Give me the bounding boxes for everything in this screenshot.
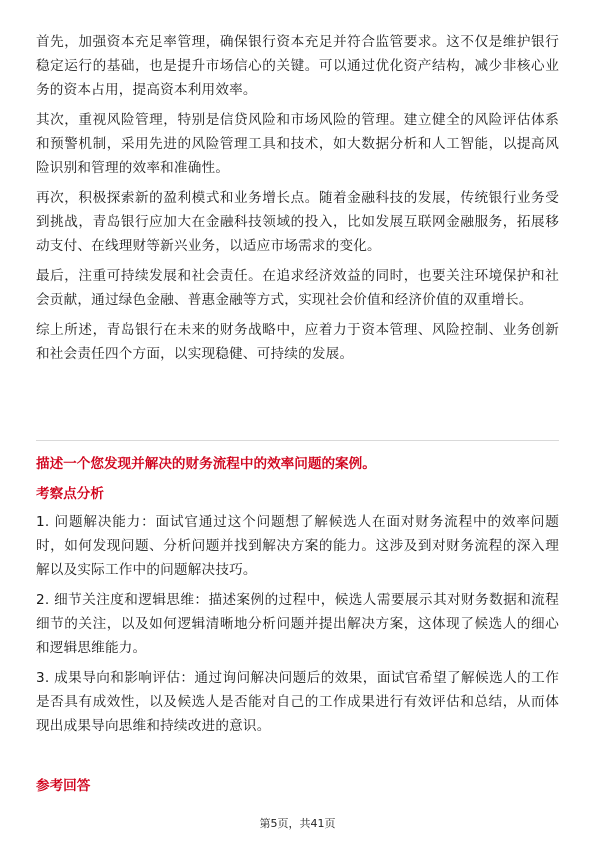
analysis-heading: 考察点分析: [36, 486, 104, 502]
section-divider: [36, 440, 559, 441]
body-text: [36, 30, 559, 372]
analysis-point: 2. 细节关注度和逻辑思维：描述案例的过程中，候选人需要展示其对财务数据和流程细节的关注，以及如何逻辑清晰地分析问题并提出解决方案，这体现了候选人的细心和逻辑思维能力。: [36, 592, 559, 656]
analysis-point: 3. 成果导向和影响评估：通过询问解决问题后的效果，面试官希望了解候选人的工作是否具有成效性，以及候选人是否能对自己的工作成果进行有效评估和总结，从而体现出成果导向思维和持续改进的意识。: [36, 670, 559, 734]
paragraph: 首先，加强资本充足率管理，确保银行资本充足并符合监管要求。这不仅是维护银行稳定运行的基础，也是提升市场信心的关键。可以通过优化资产结构，减少非核心业务的资本占用，提高资本利用效率。: [36, 34, 559, 98]
paragraph: 最后，注重可持续发展和社会责任。在追求经济效益的同时，也要关注环境保护和社会贡献，通过绿色金融、普惠金融等方式，实现社会价值和经济价值的双重增长。: [36, 268, 559, 308]
paragraph: 综上所述，青岛银行在未来的财务战略中，应着力于资本管理、风险控制、业务创新和社会责任四个方面，以实现稳健、可持续的发展。: [36, 322, 559, 362]
paragraph: 其次，重视风险管理，特别是信贷风险和市场风险的管理。建立健全的风险评估体系和预警机制，采用先进的风险管理工具和技术，如大数据分析和人工智能，以提高风险识别和管理的效率和准确性。: [36, 112, 559, 176]
question-title: 描述一个您发现并解决的财务流程中的效率问题的案例。: [36, 456, 376, 472]
page-number: 第5页，共41页: [259, 817, 336, 830]
paragraph: 再次，积极探索新的盈利模式和业务增长点。随着金融科技的发展，传统银行业务受到挑战，青岛银行应加大在金融科技领域的投入，比如发展互联网金融服务，拓展移动支付、在线理财等新兴业务，以适应市场需求的变化。: [36, 190, 559, 254]
question-section: [36, 452, 559, 744]
analysis-point: 1. 问题解决能力：面试官通过这个问题想了解候选人在面对财务流程中的效率问题时，如何发现问题、分析问题并找到解决方案的能力。这涉及到对财务流程的深入理解以及实际工作中的问题解决技巧。: [36, 514, 559, 578]
reference-heading: 参考回答: [36, 778, 91, 794]
